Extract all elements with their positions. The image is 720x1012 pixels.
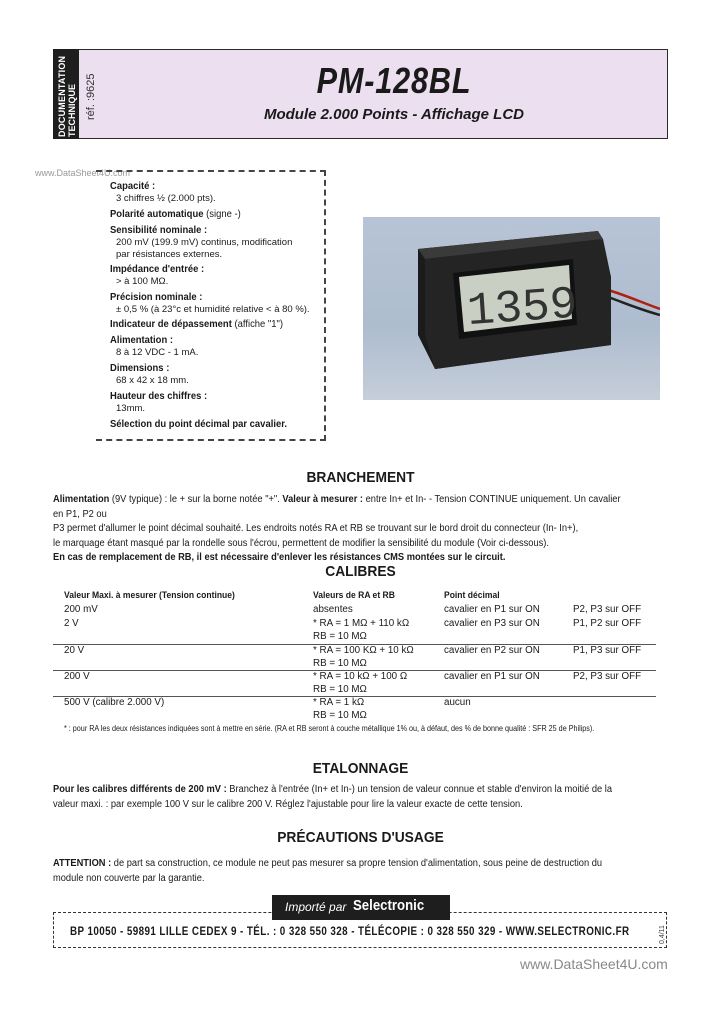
table-cell: cavalier en P1 sur ON bbox=[444, 604, 540, 615]
spec-value: 8 à 12 VDC - 1 mA. bbox=[116, 347, 199, 358]
table-cell: cavalier en P2 sur ON bbox=[444, 645, 540, 656]
table-cell: * RA = 1 kΩ bbox=[313, 697, 365, 708]
spec-label: Hauteur des chiffres : bbox=[110, 390, 208, 402]
section-title-calibres: CALIBRES bbox=[325, 563, 396, 580]
spec-label: Sélection du point décimal par cavalier. bbox=[110, 418, 287, 430]
table-cell: P2, P3 sur OFF bbox=[573, 604, 642, 615]
spec-label: Sensibilité nominale : bbox=[110, 224, 208, 236]
footer-code: 0,4/11 bbox=[659, 925, 666, 944]
spec-label: Capacité : bbox=[110, 180, 156, 192]
lcd-reading: 1359 bbox=[465, 278, 580, 339]
table-header: Valeurs de RA et RB bbox=[313, 590, 395, 601]
table-cell: 200 V bbox=[64, 671, 90, 682]
table-cell: cavalier en P1 sur ON bbox=[444, 671, 540, 682]
product-photo bbox=[363, 217, 660, 400]
table-header: Point décimal bbox=[444, 590, 500, 601]
spec-value: ± 0,5 % (à 23°c et humidité relative < à 80 %). bbox=[116, 304, 310, 315]
watermark-bottom[interactable]: www.DataSheet4U.com bbox=[520, 956, 668, 972]
spec-value: > à 100 MΩ. bbox=[116, 276, 169, 287]
reference-number: réf. :9625 bbox=[85, 73, 97, 120]
spec-value: 3 chiffres ½ (2.000 pts). bbox=[116, 193, 216, 204]
imported-by-label: Importé par bbox=[285, 900, 347, 914]
precautions-text: ATTENTION : de part sa construction, ce module ne peut pas mesurer sa propre tension d'alimentation, sous peine de destruction du module non couverte par la garantie. bbox=[53, 858, 603, 884]
table-cell: RB = 10 MΩ bbox=[313, 710, 367, 721]
table-cell: 200 mV bbox=[64, 604, 98, 615]
spec-value: 200 mV (199.9 mV) continus, modification bbox=[116, 237, 293, 248]
branchement-text: Alimentation (9V typique) : le + sur la borne notée "+". Valeur à mesurer : entre In+ et In- - Tension CONTINUE uniquement. Un cavalier en P1, P2 ou P3 permet d'allumer le point décimal souhaité. Les endroits notés RA et RB se trouvant sur le bord droit du connecteur (In- In+), le marquage étant masqué par la rondelle sous l'écrou, permettent de modifier la sensibilité du module (Voir ci-dessous). En cas de remplacement de RB, il est nécessaire d'enlever les résistances CMS montées sur le circuit. bbox=[53, 494, 621, 563]
spec-label: Indicateur de dépassement (affiche "1") bbox=[110, 318, 284, 330]
band-label-documentation: DOCUMENTATION bbox=[57, 55, 67, 137]
page-subtitle: Module 2.000 Points - Affichage LCD bbox=[263, 106, 525, 123]
spec-value: par résistances externes. bbox=[116, 249, 223, 260]
spec-label: Précision nominale : bbox=[110, 291, 203, 303]
table-cell: P1, P3 sur OFF bbox=[573, 645, 642, 656]
spec-label: Impédance d'entrée : bbox=[110, 263, 205, 275]
watermark-top[interactable]: www.DataSheet4U.com bbox=[35, 168, 131, 178]
table-header: Valeur Maxi. à mesurer (Tension continue) bbox=[64, 590, 235, 601]
table-cell: 20 V bbox=[64, 645, 85, 656]
spec-label: Dimensions : bbox=[110, 362, 170, 374]
section-title-branchement: BRANCHEMENT bbox=[306, 469, 415, 486]
lcd-module-illustration bbox=[363, 217, 660, 400]
spec-value: 13mm. bbox=[116, 403, 146, 414]
table-cell: RB = 10 MΩ bbox=[313, 684, 367, 695]
table-cell: RB = 10 MΩ bbox=[313, 658, 367, 669]
table-cell: * RA = 100 KΩ + 10 kΩ bbox=[313, 645, 414, 656]
spec-value: 68 x 42 x 18 mm. bbox=[116, 375, 189, 386]
table-cell: * RA = 10 kΩ + 100 Ω bbox=[313, 671, 408, 682]
band-label-technique: TECHNIQUE bbox=[67, 83, 77, 137]
table-cell: aucun bbox=[444, 697, 471, 708]
table-cell: cavalier en P3 sur ON bbox=[444, 618, 540, 629]
table-cell: absentes bbox=[313, 604, 353, 615]
table-cell: P2, P3 sur OFF bbox=[573, 671, 642, 682]
spec-label: Polarité automatique (signe -) bbox=[110, 208, 241, 220]
table-cell: 2 V bbox=[64, 618, 79, 629]
page-title: PM-128BL bbox=[316, 60, 472, 101]
brand-name: Selectronic bbox=[353, 897, 425, 914]
section-title-etalonnage: ETALONNAGE bbox=[312, 760, 409, 777]
table-cell: * RA = 1 MΩ + 110 kΩ bbox=[313, 618, 410, 629]
section-title-precautions: PRÉCAUTIONS D'USAGE bbox=[277, 829, 444, 846]
etalonnage-text: Pour les calibres différents de 200 mV : Branchez à l'entrée (In+ et In-) un tension de valeur connue et stable d'environ la moitié de la valeur maxi. : par exemple 100 V sur le calibre 200 V. Réglez l'ajustable pour lire la valeur exacte de cette tension. bbox=[53, 784, 613, 810]
spec-label: Alimentation : bbox=[110, 334, 173, 346]
table-footnote: * : pour RA les deux résistances indiquées sont à mettre en série. (RA et RB seront à couche métallique 1% ou, à défaut, des % de bonne qualité : SFR 25 de Philips). bbox=[64, 724, 595, 733]
table-cell: RB = 10 MΩ bbox=[313, 631, 367, 642]
table-cell: P1, P2 sur OFF bbox=[573, 618, 642, 629]
table-cell: 500 V (calibre 2.000 V) bbox=[64, 697, 165, 708]
footer-address: BP 10050 - 59891 LILLE CEDEX 9 - TÉL. : 0 328 550 328 - TÉLÉCOPIE : 0 328 550 329 - WWW.SELECTRONIC.FR bbox=[70, 924, 630, 938]
